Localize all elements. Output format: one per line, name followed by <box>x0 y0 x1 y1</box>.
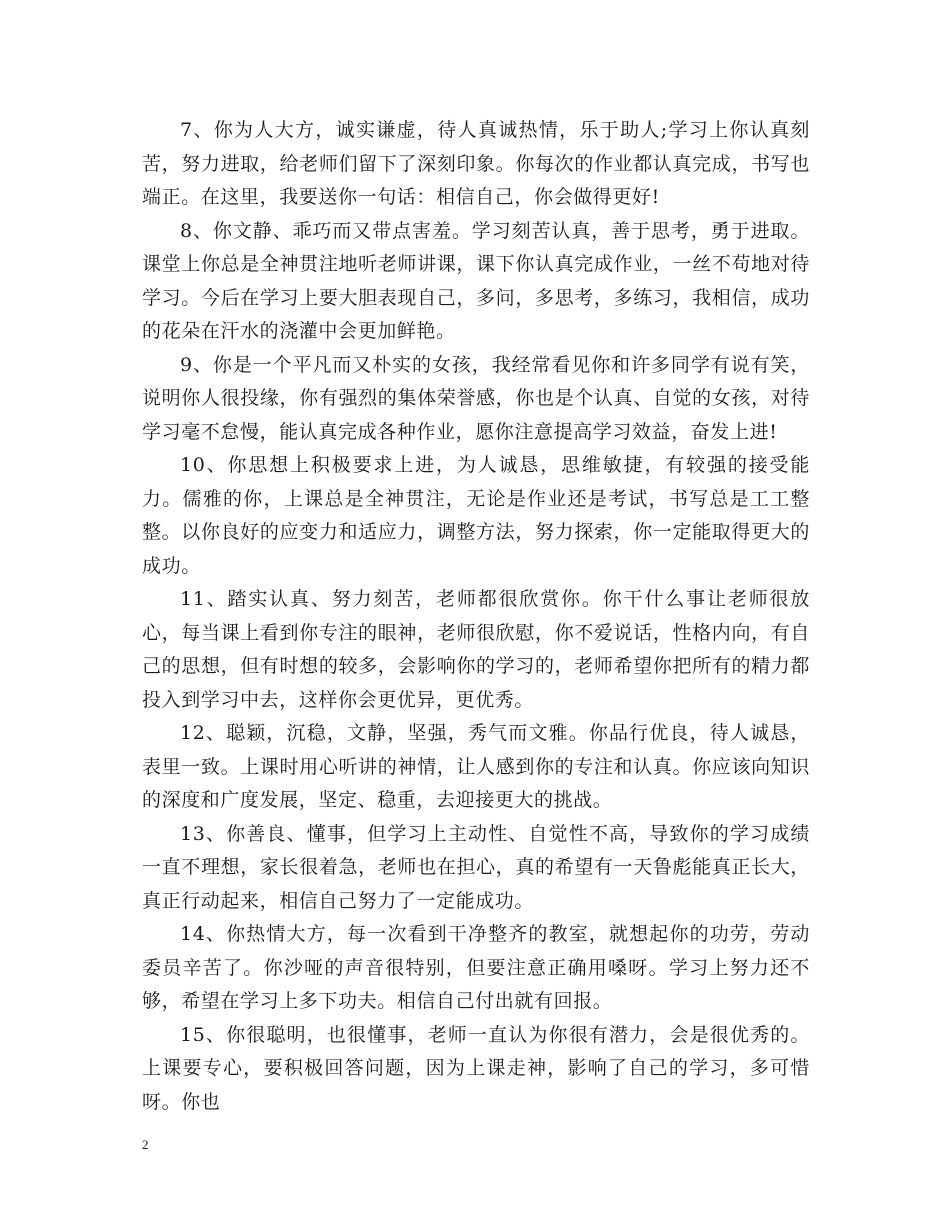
page-number: 2 <box>142 1137 149 1152</box>
document-body <box>142 114 810 1119</box>
comment-paragraph-14: 14、你热情大方，每一次看到干净整齐的教室，就想起你的功劳，劳动委员辛苦了。你沙哑的声音很特别，但要注意正确用嗓呀。学习上努力还不够，希望在学习上多下功夫。相信自己付出就有回报。 <box>142 923 810 1012</box>
comment-paragraph-15: 15、你很聪明，也很懂事，老师一直认为你很有潜力，会是很优秀的。上课要专心，要积极回答问题，因为上课走神，影响了自己的学习，多可惜呀。你也 <box>142 1023 810 1113</box>
comment-paragraph-10: 10、你思想上积极要求上进，为人诚恳，思维敏捷，有较强的接受能力。儒雅的你，上课总是全神贯注，无论是作业还是考试，书写总是工工整整。以你良好的应变力和适应力，调整方法，努力探索，你一定能取得更大的成功。 <box>142 454 810 577</box>
comment-paragraph-7: 7、你为人大方，诚实谦虚，待人真诚热情，乐于助人;学习上你认真刻苦，努力进取，给老师们留下了深刻印象。你每次的作业都认真完成，书写也端正。在这里，我要送你一句话：相信自己，你会做得更好! <box>142 119 810 208</box>
comment-paragraph-9: 9、你是一个平凡而又朴实的女孩，我经常看见你和许多同学有说有笑，说明你人很投缘，你有强烈的集体荣誉感，你也是个认真、自觉的女孩，对待学习毫不怠慢，能认真完成各种作业，愿你注意提高学习效益，奋发上进! <box>142 353 810 443</box>
comment-paragraph-12: 12、聪颖，沉稳，文静，坚强，秀气而文雅。你品行优良，待人诚恳，表里一致。上课时用心听讲的神情，让人感到你的专注和认真。你应该向知识的深度和广度发展，坚定、稳重，去迎接更大的挑战。 <box>142 722 810 811</box>
comment-paragraph-11: 11、踏实认真、努力刻苦，老师都很欣赏你。你干什么事让老师很放心，每当课上看到你专注的眼神，老师很欣慰，你不爱说话，性格内向，有自己的思想，但有时想的较多，会影响你的学习的，老师希望你把所有的精力都投入到学习中去，这样你会更优异，更优秀。 <box>142 588 810 711</box>
comment-paragraph-8: 8、你文静、乖巧而又带点害羞。学习刻苦认真，善于思考，勇于进取。课堂上你总是全神贯注地听老师讲课，课下你认真完成作业，一丝不苟地对待学习。今后在学习上要大胆表现自己，多问，多思考，多练习，我相信，成功的花朵在汗水的浇灌中会更加鲜艳。 <box>142 219 810 342</box>
comment-paragraph-13: 13、你善良、懂事，但学习上主动性、自觉性不高，导致你的学习成绩一直不理想，家长很着急，老师也在担心，真的希望有一天鲁彪能真正长大，真正行动起来，相信自己努力了一定能成功。 <box>142 822 810 912</box>
